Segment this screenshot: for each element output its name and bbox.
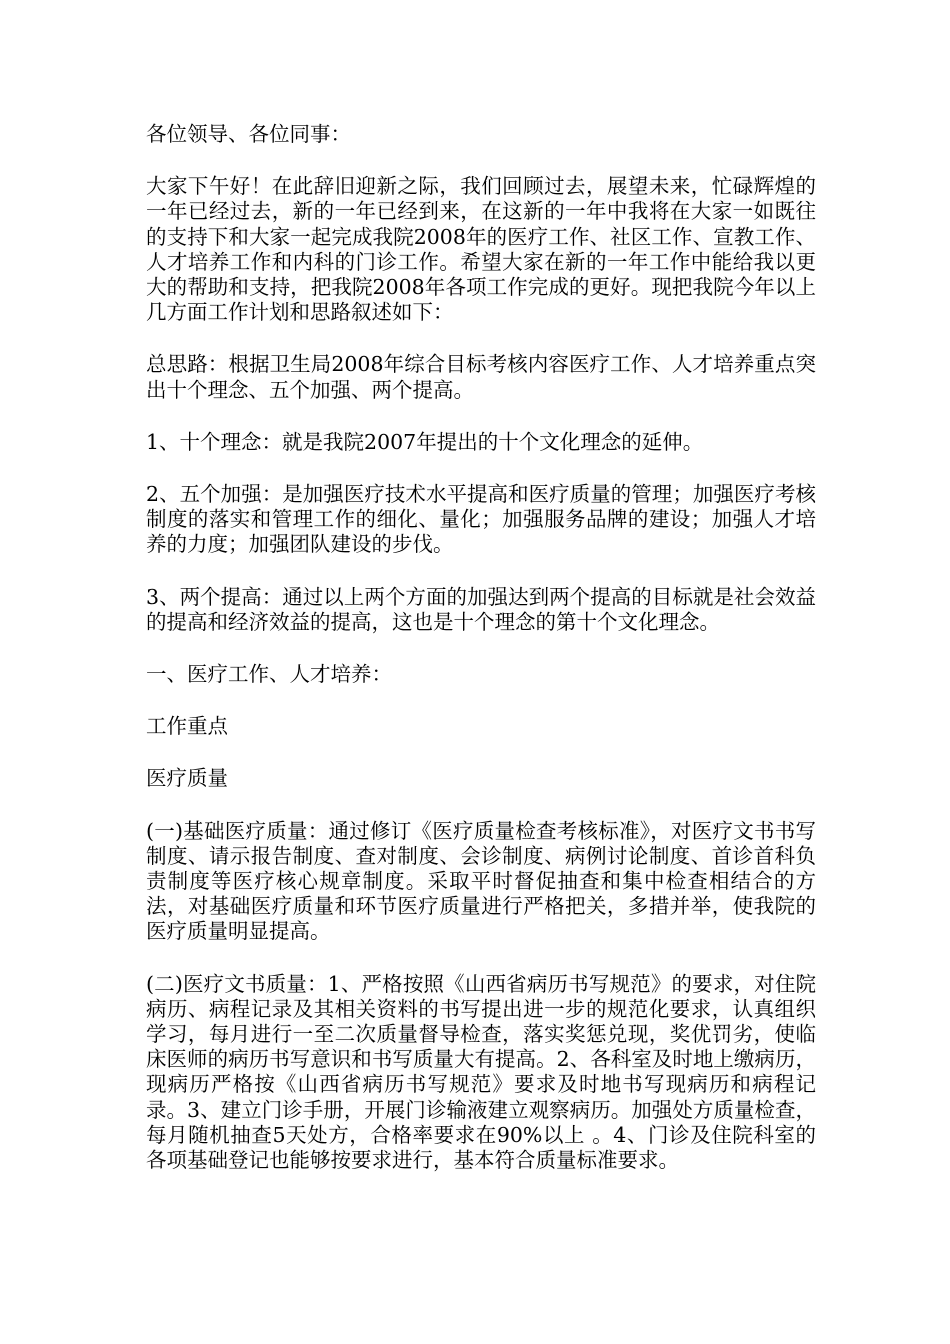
two-improvements-paragraph: 3、两个提高：通过以上两个方面的加强达到两个提高的目标就是社会效益的提高和经济效益的提高，这也是十个理念的第十个文化理念。 xyxy=(146,584,816,634)
ten-concepts-paragraph: 1、十个理念：就是我院2007年提出的十个文化理念的延伸。 xyxy=(146,429,704,454)
medical-document-quality-paragraph: (二)医疗文书质量：1、严格按照《山西省病历书写规范》的要求，对住院病历、病程记录及其相关资料的书写提出进一步的规范化要求，认真组织学习，每月进行一至二次质量督导检查，落实奖惩兑现，奖优罚劣，使临床医师的病历书写意识和书写质量大有提高。2、各科室及时地上缴病历，现病历严格按《山西省病历书写规范》要求及时地书写现病历和病程记录。3、建立门诊手册，开展门诊输液建立观察病历。加强处方质量检查，每月随机抽查5天处方，合格率要求在90%以上 。4、门诊及住院科室的各项基础登记也能够按要求进行，基本符合质量标准要求。 xyxy=(146,971,816,1173)
basic-medical-quality-paragraph: (一)基础医疗质量：通过修订《医疗质量检查考核标准》，对医疗文书书写制度、请示报告制度、查对制度、会诊制度、病例讨论制度、首诊首科负责制度等医疗核心规章制度。采取平时督促抽查和集中检查相结合的方法，对基础医疗质量和环节医疗质量进行严格把关，多措并举，使我院的医疗质量明显提高。 xyxy=(146,818,816,944)
section-heading-medical-work: 一、医疗工作、人才培养： xyxy=(146,662,392,687)
overall-idea-paragraph: 总思路：根据卫生局2008年综合目标考核内容医疗工作、人才培养重点突出十个理念、五个加强、两个提高。 xyxy=(146,352,816,402)
five-strengthenings-paragraph: 2、五个加强：是加强医疗技术水平提高和医疗质量的管理；加强医疗考核制度的落实和管理工作的细化、量化；加强服务品牌的建设；加强人才培养的力度；加强团队建设的步伐。 xyxy=(146,482,816,557)
salutation: 各位领导、各位同事： xyxy=(146,122,351,146)
subheading-work-focus: 工作重点 xyxy=(146,714,228,739)
subheading-medical-quality: 医疗质量 xyxy=(146,766,228,791)
opening-paragraph: 大家下午好！在此辞旧迎新之际，我们回顾过去，展望未来，忙碌辉煌的一年已经过去，新的一年已经到来，在这新的一年中我将在大家一如既往的支持下和大家一起完成我院2008年的医疗工作、社区工作、宣教工作、人才培养工作和内科的门诊工作。希望大家在新的一年工作中能给我以更大的帮助和支持，把我院2008年各项工作完成的更好。现把我院今年以上几方面工作计划和思路叙述如下： xyxy=(146,174,816,325)
document-body xyxy=(146,122,816,1200)
